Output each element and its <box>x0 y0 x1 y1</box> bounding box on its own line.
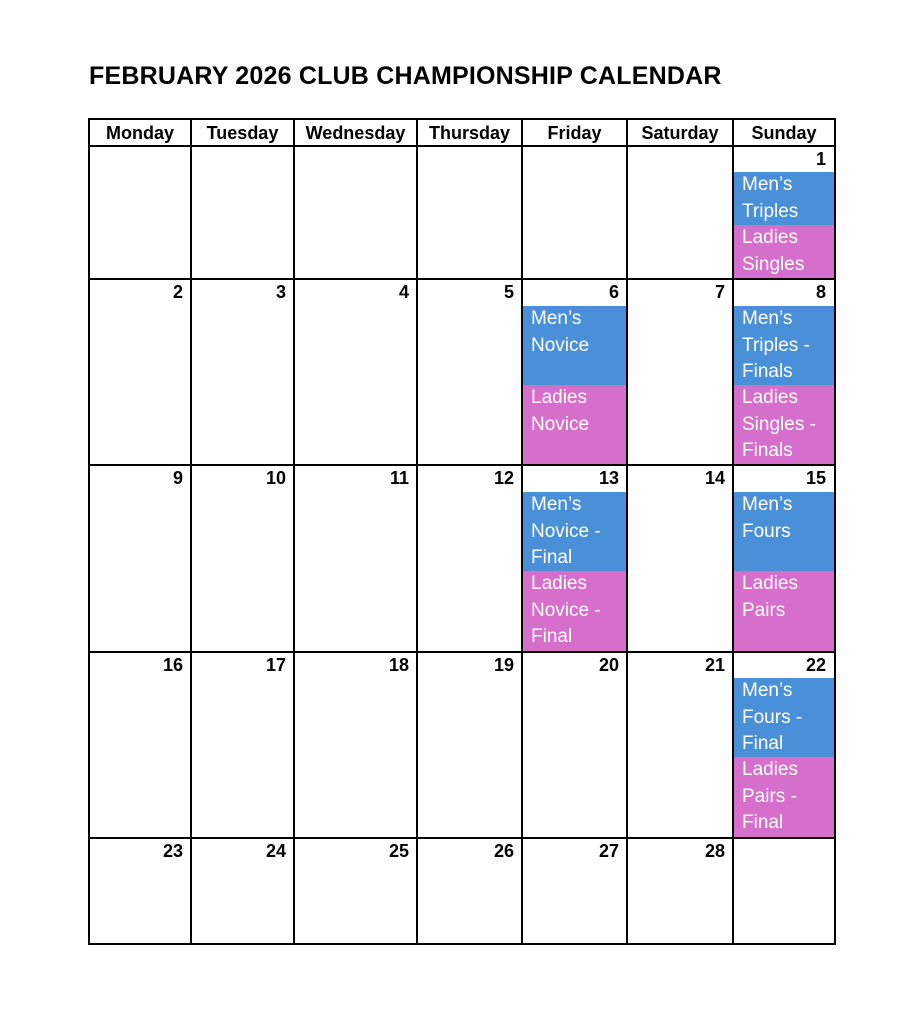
calendar-grid <box>88 118 836 945</box>
day-number: 18 <box>388 655 409 675</box>
day-number: 5 <box>503 282 514 302</box>
weekday-header-wednesday: Wednesday <box>305 122 406 143</box>
day-number: 1 <box>815 149 826 169</box>
weekday-header-friday: Friday <box>547 122 602 143</box>
grid-line <box>293 118 295 945</box>
day-number: 20 <box>598 655 619 675</box>
day-number: 21 <box>704 655 725 675</box>
event-mens-novice-final: Men’s Novice - Final <box>523 492 626 571</box>
day-number: 8 <box>815 282 826 302</box>
day-number: 6 <box>608 282 619 302</box>
day-number: 15 <box>805 468 826 488</box>
grid-line <box>88 943 836 945</box>
day-number: 11 <box>389 468 409 488</box>
day-number: 23 <box>162 841 183 861</box>
event-ladies-pairs-final: Ladies Pairs - Final <box>734 757 834 837</box>
calendar-title: FEBRUARY 2026 CLUB CHAMPIONSHIP CALENDAR <box>89 62 722 90</box>
event-mens-triples-finals: Men’s Triples - Finals <box>734 306 834 385</box>
grid-line <box>88 118 90 945</box>
day-number: 12 <box>493 468 514 488</box>
event-ladies-singles: Ladies Singles <box>734 225 834 278</box>
event-mens-fours: Men’s Fours <box>734 492 834 571</box>
day-number: 10 <box>265 468 286 488</box>
day-number: 3 <box>275 282 286 302</box>
weekday-header-tuesday: Tuesday <box>206 122 279 143</box>
event-mens-novice: Men’s Novice <box>523 306 626 385</box>
grid-line <box>626 118 628 945</box>
grid-line <box>190 118 192 945</box>
day-number: 19 <box>493 655 514 675</box>
day-number: 14 <box>704 468 725 488</box>
day-number: 28 <box>704 841 725 861</box>
day-number: 9 <box>172 468 183 488</box>
weekday-header-sunday: Sunday <box>751 122 817 143</box>
day-number: 4 <box>398 282 409 302</box>
day-number: 27 <box>598 841 619 861</box>
day-number: 22 <box>805 655 826 675</box>
event-ladies-pairs: Ladies Pairs <box>734 571 834 651</box>
weekday-header-thursday: Thursday <box>428 122 511 143</box>
event-ladies-singles-finals: Ladies Singles - Finals <box>734 385 834 464</box>
grid-line <box>416 118 418 945</box>
event-ladies-novice: Ladies Novice <box>523 385 626 464</box>
day-number: 13 <box>598 468 619 488</box>
day-number: 26 <box>493 841 514 861</box>
event-ladies-novice-final: Ladies Novice - Final <box>523 571 626 651</box>
day-number: 25 <box>388 841 409 861</box>
event-mens-triples: Men’s Triples <box>734 172 834 225</box>
grid-line <box>834 118 836 945</box>
day-number: 24 <box>265 841 286 861</box>
day-number: 2 <box>172 282 183 302</box>
day-number: 16 <box>162 655 183 675</box>
day-number: 17 <box>265 655 286 675</box>
day-number: 7 <box>714 282 725 302</box>
weekday-header-saturday: Saturday <box>641 122 719 143</box>
weekday-header-monday: Monday <box>105 122 174 143</box>
event-mens-fours-final: Men’s Fours - Final <box>734 678 834 757</box>
